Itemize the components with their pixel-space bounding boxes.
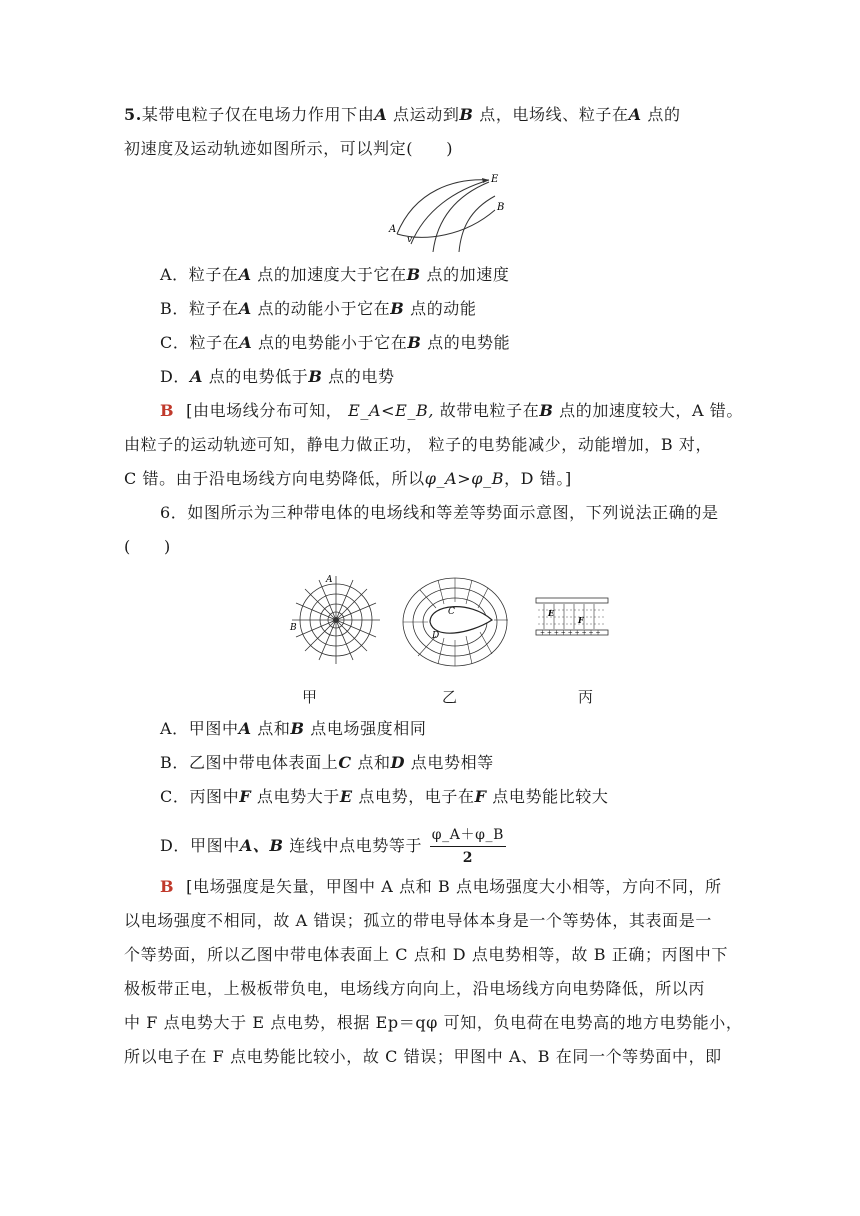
field-line [459,196,495,252]
figure-caption-bing: 丙 [578,688,594,706]
q6-explanation-line5: 中 F 点电势大于 E 点电势，根据 Ep＝qφ 可知，负电荷在电势高的地方电势能小， [124,1013,743,1032]
q5-stem-line1: 5.某带电粒子仅在电场力作用下由A 点运动到B 点，电场线、粒子在A 点的 [124,105,681,124]
svg-text:A: A [326,575,333,585]
svg-text:+ + + + + + + + +: + + + + + + + + + [540,629,601,637]
figure-caption-jia: 甲 [302,688,318,706]
math-ea-lt-eb: E_A<E_B, [348,401,435,420]
q5-explanation-line1: B [由电场线分布可知， E_A<E_B, 故带电粒子在B 点的加速度较大，A 错。 [160,401,743,420]
math-phia-gt-phib: φ_A>φ_B [424,469,505,488]
q5-option-c: C．粒子在A 点的电势能小于它在B 点的电势能 [160,333,511,352]
figure-bing-parallel-plates [534,596,610,638]
svg-text:E: E [491,174,499,185]
figure-yi-charged-conductor [400,574,510,670]
q6-explanation-line1: B [电场强度是矢量，甲图中 A 点和 B 点电场强度大小相等，方向不同，所 [160,877,722,896]
fraction-phi-average: $\frac{\varphi\_A+\varphi\_B}{2}$ [430,824,506,869]
q5-explanation-line2: 由粒子的运动轨迹可知，静电力做正功， 粒子的电势能减少，动能增加，B 对， [124,435,713,454]
q6-option-d: D．甲图中A、B 连线中点电势等于 $\frac{\varphi\_A+\varphi\_B}{2}$ [160,824,780,864]
figure-jia-point-charge [288,572,384,668]
q6-option-c: C．丙图中F 点电势大于E 点电势，电子在F 点电势能比较大 [160,787,609,806]
q6-explanation-line2: 以电场强度不相同，故 A 错误；孤立的带电导体本身是一个等势体，其表面是一 [124,911,712,930]
svg-text:B: B [290,623,297,633]
q6-option-b: B．乙图中带电体表面上C 点和D 点电势相等 [160,753,494,772]
trajectory [397,210,495,237]
q5-option-b: B．粒子在A 点的动能小于它在B 点的动能 [160,299,477,318]
svg-text:C: C [448,607,455,617]
q6-stem-line2: ( ) [124,537,171,556]
q6-stem-line1: 6．如图所示为三种带电体的电场线和等差等势面示意图，下列说法正确的是 [160,503,719,522]
q5-option-a: A．粒子在A 点的加速度大于它在B 点的加速度 [160,265,510,284]
svg-text:F: F [578,615,584,625]
q5-explanation-line3: C 错。由于沿电场线方向电势降低，所以φ_A>φ_B，D 错。] [124,469,572,488]
q6-explanation-line4: 极板带正电，上极板带负电，电场线方向向上，沿电场线方向电势降低，所以丙 [124,979,706,998]
svg-text:v: v [407,235,413,245]
svg-text:A: A [389,224,397,235]
svg-text:B: B [497,202,505,213]
q6-option-a: A．甲图中A 点和B 点电场强度相同 [160,719,427,738]
q5-stem-line2: 初速度及运动轨迹如图所示，可以判定( ) [124,139,454,158]
q5-field-figure [385,170,510,252]
figure-caption-yi: 乙 [442,688,458,706]
field-line [397,180,489,234]
q6-explanation-line3: 个等势面，所以乙图中带电体表面上 C 点和 D 点电势相等，故 B 正确；丙图中下 [124,945,728,964]
svg-text:E: E [548,608,555,618]
q6-explanation-line6: 所以电子在 F 点电势能比较小，故 C 错误；甲图中 A、B 在同一个等势面中，即 [124,1047,722,1066]
svg-text:D: D [432,631,440,641]
q5-option-d: D．A 点的电势低于B 点的电势 [160,367,395,386]
field-line [411,180,489,244]
